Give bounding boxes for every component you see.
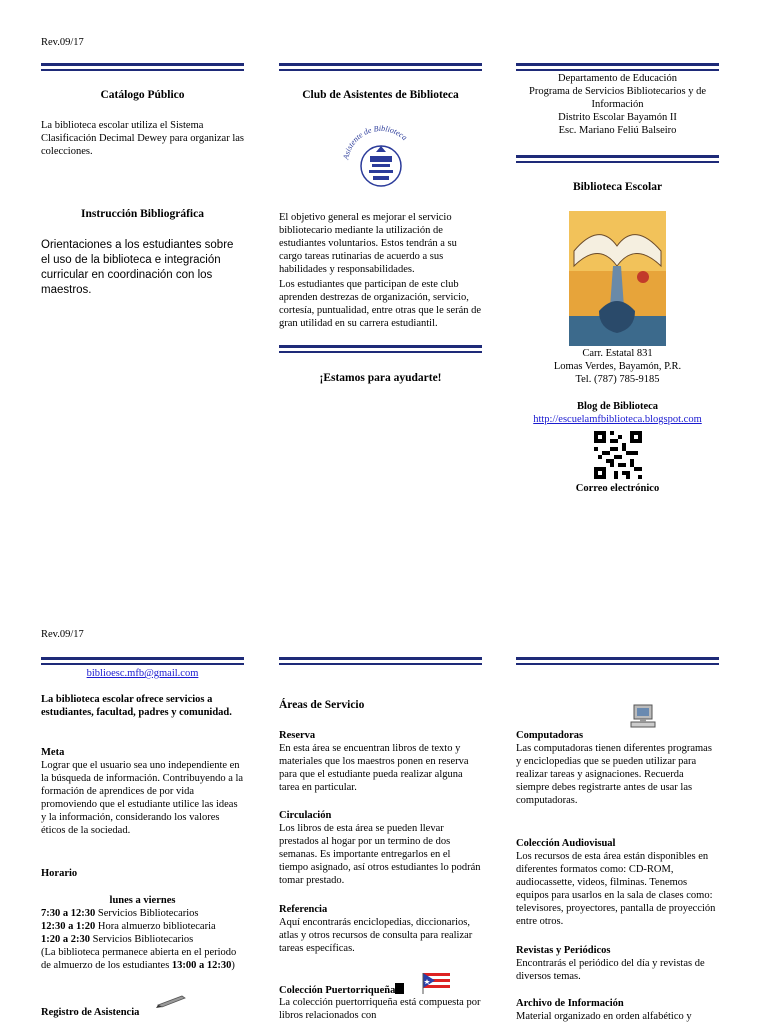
meta-title: Meta: [41, 747, 65, 758]
divider-rule: [279, 63, 482, 71]
revistas-title: Revistas y Periódicos: [516, 945, 611, 956]
intro-text: La biblioteca escolar ofrece servicios a estudiantes, facultad, padres y comunidad.: [41, 694, 232, 718]
schedule-note: (La biblioteca permanece abierta en el periodo de almuerzo de los estudiantes 13:00 a 12:30): [41, 947, 237, 971]
referencia-text: Aquí encontrarás enciclopedias, diccionarios, atlas y otros recursos de consulta para realizar tareas específicas.: [279, 917, 473, 954]
puerto-rico-flag-icon: [421, 970, 451, 994]
revision-label-top: Rev.09/17: [41, 37, 84, 48]
email-link[interactable]: biblioesc.mfb@gmail.com: [86, 668, 199, 679]
days-label: lunes a viernes: [109, 895, 176, 906]
areas-servicio-title: Áreas de Servicio: [279, 699, 365, 711]
archivo-title: Archivo de Información: [516, 998, 624, 1009]
divider-rule: [279, 657, 482, 665]
schedule-item: 7:30 a 12:30 Servicios Bibliotecarios: [41, 908, 199, 919]
club-text-1: El objetivo general es mejorar el servicio bibliotecario mediante la utilización de estudiantes voluntarios. Estos tendrán a su cargo tareas rutinarias de acuerdo a sus habilidades y responsabilidades.: [279, 212, 457, 275]
circulacion-title: Circulación: [279, 810, 332, 821]
reserva-text: En esta área se encuentran libros de texto y materiales que los maestros ponen en reserva para que el estudiante pueda realizar alguna tarea en particular.: [279, 743, 469, 793]
computadoras-text: Las computadoras tienen diferentes programas y enciclopedias que se pueden utilizar para realizar tareas y asignaciones. Recuerda siempre debes registrarte antes de usar las computadoras.: [516, 743, 712, 806]
computer-icon: [629, 704, 659, 732]
email-title: Correo electrónico: [575, 483, 660, 494]
horario-title: Horario: [41, 868, 78, 879]
revision-label-bottom: Rev.09/17: [41, 629, 84, 640]
divider-rule: [516, 657, 719, 665]
blog-title: Blog de Biblioteca: [576, 401, 659, 412]
program-line: Programa de Servicios Bibliotecarios y de Información: [529, 86, 706, 110]
schedule-list: [41, 907, 244, 972]
slogan-text: ¡Estamos para ayudarte!: [319, 372, 442, 384]
book-tree-illustration: [569, 211, 666, 346]
referencia-title: Referencia: [279, 904, 328, 915]
revistas-text: Encontrarás el periódico del día y revistas de diversos temas.: [516, 958, 705, 982]
reserva-title: Reserva: [279, 730, 316, 741]
meta-text: Lograr que el usuario sea uno independiente en la búsqueda de información. Contribuyendo a la formación de aprendices de por vida promoviendo que el estudiante utilice las ideas y la información, considerando los valores éticos de la sociedad.: [41, 760, 244, 836]
schedule-item: 12:30 a 1:20 Hora almuerzo bibliotecaria: [41, 921, 216, 932]
school-line: Esc. Mariano Feliú Balseiro: [558, 125, 677, 136]
address-street: Carr. Estatal 831: [582, 348, 653, 359]
divider-rule: [279, 345, 482, 353]
dept-line: Departamento de Educación: [558, 73, 677, 84]
circulacion-text: Los libros de esta área se pueden llevar prestados al hogar por un termino de dos semanas. Es importante entregarlos en el tiempo asignado, así otros estudiantes lo podrán tomar prestado.: [279, 823, 481, 886]
divider-rule: [516, 63, 719, 71]
phone-number: Tel. (787) 785-9185: [575, 374, 660, 385]
catalogo-title: Catálogo Público: [100, 89, 185, 101]
biblioteca-title: Biblioteca Escolar: [572, 181, 663, 193]
catalogo-text: La biblioteca escolar utiliza el Sistema Clasificación Decimal Dewey para organizar las colecciones.: [41, 120, 245, 157]
club-text-2: Los estudiantes que participan de este club aprenden destrezas de organización, servicio, cortesía, puntualidad, entre otras que le serán de gran utilidad en su carrera estudiantil.: [279, 279, 482, 329]
address-city: Lomas Verdes, Bayamón, P.R.: [553, 361, 682, 372]
svg-text:Asistente de Biblioteca: Asistente de Biblioteca: [341, 123, 410, 161]
audiovisual-title: Colección Audiovisual: [516, 838, 616, 849]
registro-title: Registro de Asistencia: [41, 1007, 140, 1018]
schedule-item: 1:20 a 2:30 Servicios Bibliotecarios: [41, 934, 194, 945]
instruccion-title: Instrucción Bibliográfica: [81, 208, 204, 220]
computadoras-title: Computadoras: [516, 730, 584, 741]
qr-code-icon: [594, 431, 642, 479]
library-assistant-seal-icon: [336, 114, 426, 204]
club-title: Club de Asistentes de Biblioteca: [302, 89, 459, 101]
instruccion-text: Orientaciones a los estudiantes sobre el uso de la biblioteca e integración curricular en coordinación con los maestros.: [41, 239, 234, 296]
divider-rule: [41, 63, 244, 71]
blog-link[interactable]: http://escuelamfbiblioteca.blogspot.com: [533, 414, 702, 425]
archivo-text: Material organizado en orden alfabético y: [516, 1011, 692, 1022]
district-line: Distrito Escolar Bayamón II: [558, 112, 677, 123]
divider-rule: [516, 155, 719, 163]
pen-icon: [156, 993, 188, 1009]
coleccion-pr-title: Colección Puertorriqueña: [279, 983, 482, 997]
coleccion-pr-text: La colección puertorriqueña está compuesta por libros relacionados con: [279, 997, 481, 1021]
audiovisual-text: Los recursos de esta área están disponibles en diferentes formatos como: CD-ROM, audiocassette, videos, filminas. Tenemos equipos para usarlos en la sala de clases como: televisores, proyectores, pantalla de proyección entre otros.: [516, 851, 716, 927]
divider-rule: [41, 657, 244, 665]
